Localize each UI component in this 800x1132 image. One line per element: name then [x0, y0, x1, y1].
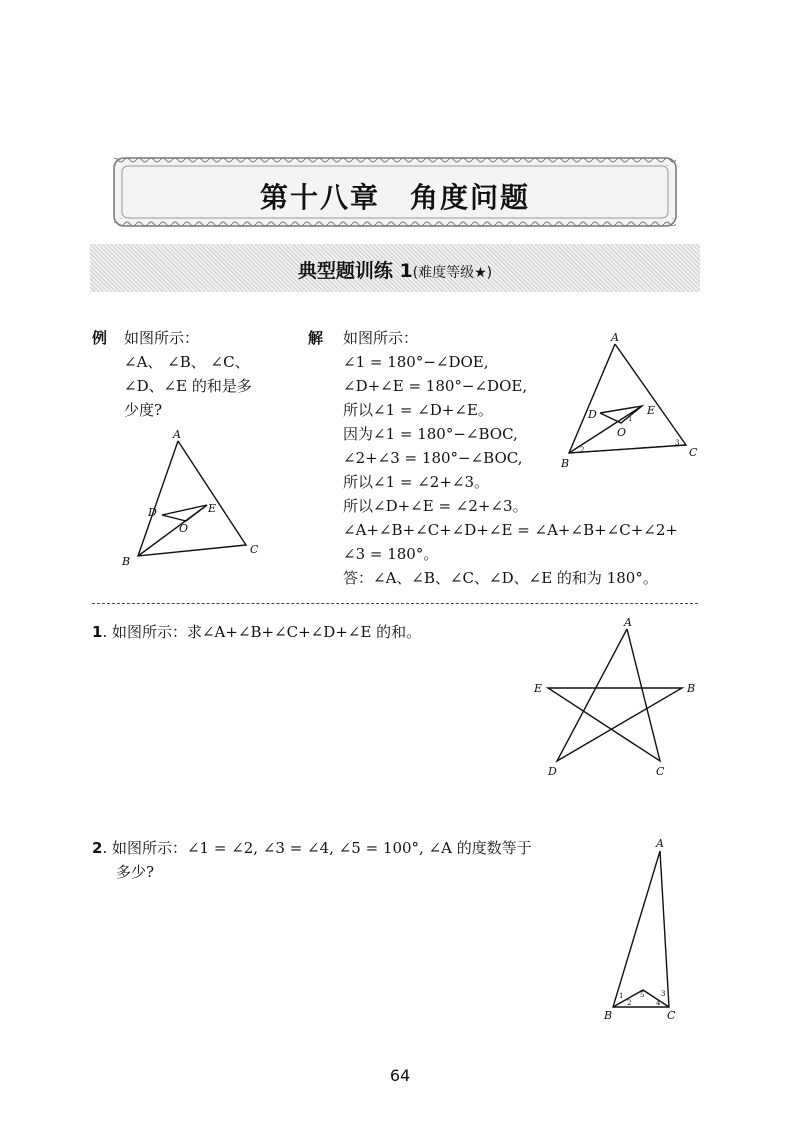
- label-D: D: [148, 506, 157, 519]
- angle-4: 4: [656, 999, 661, 1007]
- label-O: O: [617, 426, 627, 439]
- solution-line: 所以∠D+∠E = ∠2+∠3。: [343, 497, 528, 515]
- label-A: A: [611, 331, 619, 344]
- example-line: ∠D、∠E 的和是多: [124, 377, 252, 395]
- solution-line: 答：∠A、∠B、∠C、∠D、∠E 的和为 180°。: [343, 569, 658, 587]
- label-E: E: [208, 502, 217, 515]
- solution-line: ∠A+∠B+∠C+∠D+∠E = ∠A+∠B+∠C+∠2+: [343, 521, 678, 539]
- label-B: B: [604, 1009, 613, 1022]
- problem-2-text: . 如图所示：∠1 = ∠2, ∠3 = ∠4, ∠5 = 100°, ∠A 的度数等于: [102, 839, 532, 857]
- label-D: D: [588, 408, 597, 421]
- problem-1-number: 1: [92, 623, 103, 641]
- label-C: C: [656, 765, 665, 778]
- problem-2-number: 2: [92, 839, 103, 857]
- problem-2-triangle-figure: [600, 835, 690, 1025]
- label-E: E: [647, 404, 656, 417]
- problem-2-text-continued: 多少?: [116, 863, 155, 881]
- label-E: E: [534, 682, 543, 695]
- example-line: 少度?: [124, 401, 163, 419]
- example-line: 如图所示：: [124, 329, 200, 347]
- difficulty-label: (难度等级★): [412, 265, 493, 281]
- angle-1: 1: [619, 992, 624, 1000]
- solution-line: 如图所示：: [343, 329, 419, 347]
- solution-line: 因为∠1 = 180°−∠BOC,: [343, 425, 518, 443]
- solution-line: ∠1 = 180°−∠DOE,: [343, 353, 489, 371]
- angle-3: 3: [661, 990, 666, 998]
- problem-1: [92, 620, 421, 644]
- angle-1: 1: [628, 415, 633, 423]
- label-C: C: [689, 446, 698, 459]
- angle-2: 2: [580, 446, 585, 454]
- solution-line: 所以∠1 = ∠2+∠3。: [343, 473, 490, 491]
- solution-line: ∠2+∠3 = 180°−∠BOC,: [343, 449, 523, 467]
- example-label: 例: [92, 329, 108, 347]
- label-B: B: [561, 457, 570, 470]
- problem-1-text: . 如图所示：求∠A+∠B+∠C+∠D+∠E 的和。: [102, 623, 422, 641]
- solution-figure: [555, 330, 705, 475]
- example-line: ∠A、 ∠B、 ∠C、: [124, 353, 250, 371]
- label-A: A: [656, 837, 664, 850]
- angle-3: 3: [675, 439, 680, 447]
- section-title: [90, 256, 700, 283]
- section-title-text: 典型题训练 1: [297, 260, 413, 282]
- label-D: D: [548, 765, 557, 778]
- chapter-title: 第十八章 角度问题: [259, 181, 530, 214]
- label-B: B: [687, 682, 696, 695]
- solution-line: ∠D+∠E = 180°−∠DOE,: [343, 377, 528, 395]
- label-O: O: [179, 522, 189, 535]
- angle-2: 2: [627, 999, 632, 1007]
- angle-5: 5: [640, 991, 645, 999]
- problem-2: [92, 836, 532, 860]
- solution-line: ∠3 = 180°。: [343, 545, 439, 563]
- example-figure: [110, 425, 280, 575]
- label-C: C: [250, 543, 259, 556]
- problem-1-star-figure: [530, 615, 710, 780]
- label-C: C: [667, 1009, 676, 1022]
- label-B: B: [122, 555, 131, 568]
- dashed-divider: [92, 603, 698, 604]
- solution-label: 解: [308, 329, 324, 347]
- page-number: 64: [389, 1066, 411, 1085]
- label-A: A: [624, 616, 632, 629]
- solution-line: 所以∠1 = ∠D+∠E。: [343, 401, 493, 419]
- example-figure-lines: [138, 441, 246, 556]
- label-A: A: [173, 428, 181, 441]
